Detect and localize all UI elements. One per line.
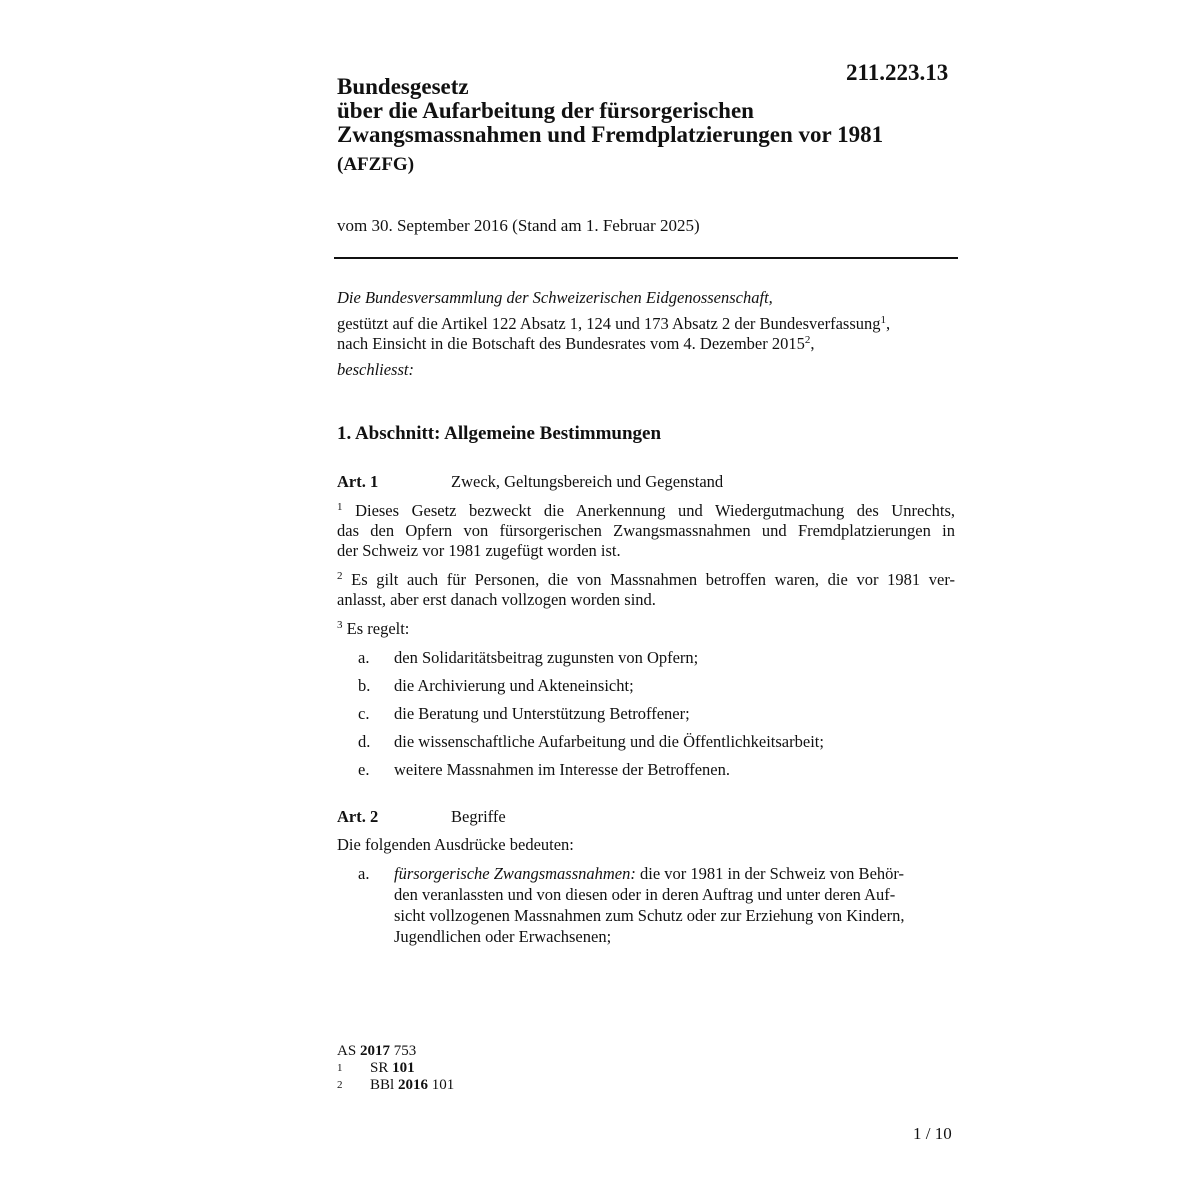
title-line-1: Bundesgesetz (337, 74, 469, 99)
list-text: die Archivierung und Akteneinsicht; (394, 676, 634, 695)
paragraph-text: Es regelt: (346, 619, 410, 638)
definition-line: den veranlassten und von diesen oder in deren Auftrag und unter deren Auf- (394, 885, 896, 904)
preamble-basis-end: , (886, 314, 891, 333)
footnote-2-bold: 2016 (397, 1077, 428, 1093)
preamble-authority: Die Bundesversammlung der Schweizerischen Eidgenossenschaft, (337, 288, 773, 307)
preamble-message-end: , (810, 334, 815, 353)
article-1-list (337, 648, 957, 788)
article-1-heading (337, 472, 723, 492)
date-line: vom 30. September 2016 (Stand am 1. Februar 2025) (337, 216, 700, 235)
paragraph-line: anlasst, aber erst danach vollzogen worden sind. (337, 590, 656, 609)
footnote-2-number: 2 (337, 1079, 343, 1091)
footnote-2-prefix: BBl (370, 1077, 398, 1093)
definition-letter: a. (358, 864, 370, 883)
preamble-message-text: nach Einsicht in die Botschaft des Bundesrates vom 4. Dezember 2015 (337, 334, 805, 353)
page-number: 1 / 10 (913, 1124, 952, 1143)
paragraph-line: der Schweiz vor 1981 zugefügt worden ist. (337, 541, 621, 560)
list-letter: a. (358, 648, 370, 667)
paragraph-line: das den Opfern von fürsorgerischen Zwangsmassnahmen und Fremdplatzierungen in (337, 521, 955, 540)
list-text: den Solidaritätsbeitrag zugunsten von Opfern; (394, 648, 699, 667)
list-item (337, 676, 957, 704)
preamble-basis-text: gestützt auf die Artikel 122 Absatz 1, 124 und 173 Absatz 2 der Bundesverfassung (337, 314, 881, 333)
list-item (337, 704, 957, 732)
paragraph-text: Es gilt auch für Personen, die von Massnahmen betroffen waren, die vor 1981 ver- (351, 570, 956, 589)
article-2-title: Begriffe (451, 807, 506, 826)
definition-first-line-rest: die vor 1981 in der Schweiz von Behör- (635, 864, 905, 883)
section-heading: 1. Abschnitt: Allgemeine Bestimmungen (337, 423, 662, 444)
list-letter: b. (358, 676, 371, 695)
definition-line: Jugendlichen oder Erwachsenen; (394, 927, 612, 946)
preamble (337, 288, 957, 380)
footnote-ref-2[interactable]: 2 (804, 334, 811, 346)
definition-line: sicht vollzogenen Massnahmen zum Schutz oder zur Erziehung von Kindern, (394, 906, 905, 925)
definition-text (394, 863, 955, 947)
footnote-2-page: 101 (427, 1077, 455, 1093)
title-line-2: über die Aufarbeitung der fürsorgerischen (337, 98, 754, 123)
preamble-message (337, 334, 957, 354)
paragraph-line (337, 619, 955, 639)
article-1-paragraph-2 (337, 570, 955, 610)
footnote-1-bold: 101 (392, 1060, 415, 1076)
article-2-intro: Die folgenden Ausdrücke bedeuten: (337, 835, 574, 854)
footnote-ref-1[interactable]: 1 (880, 314, 886, 326)
short-title: (AFZFG) (337, 154, 415, 175)
list-text: weitere Massnahmen im Interesse der Betroffenen. (394, 760, 730, 779)
as-year: 2017 (359, 1043, 390, 1059)
paragraph-text: Dieses Gesetz bezweckt die Anerkennung und Wiedergutmachung des Unrechts, (355, 501, 955, 520)
as-prefix: AS (337, 1043, 360, 1059)
paragraph-number: 1 (337, 501, 343, 513)
definition-line (394, 863, 955, 884)
footnote-1 (337, 1060, 454, 1077)
definition-term: fürsorgerische Zwangsmassnahmen: (394, 864, 636, 883)
paragraph-line (337, 570, 955, 590)
article-2-heading (337, 807, 506, 827)
paragraph-line (337, 501, 955, 521)
list-item (337, 648, 957, 676)
preamble-basis (337, 314, 957, 334)
list-letter: c. (358, 704, 370, 723)
article-1-number: Art. 1 (337, 472, 379, 491)
article-1-paragraph-1 (337, 501, 955, 561)
list-item (337, 732, 957, 760)
paragraph-number: 3 (337, 619, 343, 631)
preamble-decision: beschliesst: (337, 360, 414, 379)
list-item (337, 760, 957, 788)
as-page: 753 (389, 1043, 417, 1059)
title-line-3: Zwangsmassnahmen und Fremdplatzierungen vor 1981 (337, 122, 884, 147)
sr-number: 211.223.13 (846, 60, 949, 85)
list-text: die Beratung und Unterstützung Betroffener; (394, 704, 690, 723)
footnotes (337, 1043, 454, 1094)
article-1-paragraph-3 (337, 619, 955, 639)
article-2-number: Art. 2 (337, 807, 379, 826)
article-1-title: Zweck, Geltungsbereich und Gegenstand (451, 472, 724, 491)
paragraph-number: 2 (337, 570, 343, 582)
list-text: die wissenschaftliche Aufarbeitung und die Öffentlichkeitsarbeit; (394, 732, 824, 751)
as-reference (337, 1043, 454, 1060)
law-title (337, 75, 957, 177)
list-letter: d. (358, 732, 371, 751)
header-divider (334, 257, 958, 259)
list-letter: e. (358, 760, 370, 779)
footnote-1-prefix: SR (370, 1060, 393, 1076)
footnote-1-number: 1 (337, 1062, 343, 1074)
footnote-2 (337, 1077, 454, 1094)
